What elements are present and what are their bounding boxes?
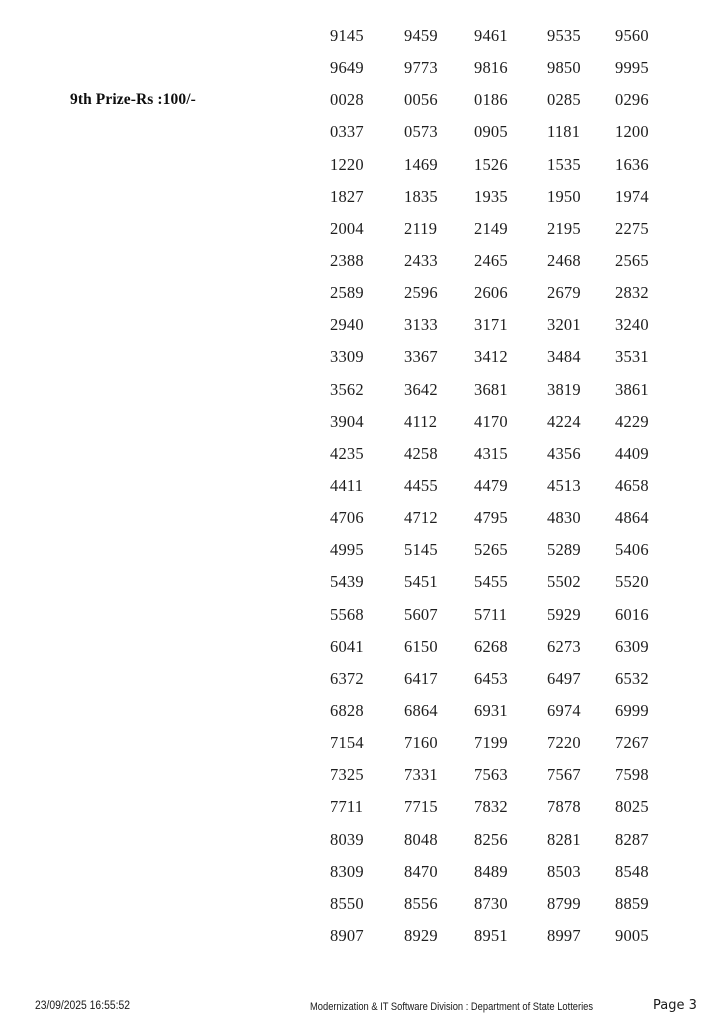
winning-numbers-row	[0, 599, 724, 631]
winning-number: 8550	[330, 893, 364, 913]
winning-number: 7567	[547, 765, 581, 785]
winning-number: 2679	[547, 283, 581, 303]
winning-number: 6532	[615, 668, 649, 688]
winning-numbers-row	[0, 470, 724, 502]
winning-number: 3904	[330, 411, 364, 431]
winning-number: 8309	[330, 861, 364, 881]
winning-number: 6999	[615, 700, 649, 720]
winning-number: 1535	[547, 154, 581, 174]
winning-numbers-row	[0, 245, 724, 277]
winning-number: 8281	[547, 829, 581, 849]
winning-numbers-row	[0, 663, 724, 695]
winning-number: 5406	[615, 540, 649, 560]
winning-number: 0296	[615, 90, 649, 110]
winning-numbers-row	[0, 84, 724, 116]
winning-number: 5711	[474, 604, 508, 624]
winning-numbers-row	[0, 20, 724, 52]
winning-number: 9816	[474, 58, 508, 78]
winning-number: 7563	[474, 765, 508, 785]
winning-number: 5929	[547, 604, 581, 624]
footer-timestamp: 23/09/2025 16:55:52	[35, 1000, 130, 1012]
winning-numbers-row	[0, 406, 724, 438]
winning-number: 4830	[547, 508, 581, 528]
winning-number: 8548	[615, 861, 649, 881]
winning-number: 9005	[615, 925, 649, 945]
prize-tier-label: 9th Prize-Rs :100/-	[70, 91, 196, 109]
winning-number: 4170	[474, 411, 508, 431]
winning-number: 2388	[330, 250, 364, 270]
winning-number: 0337	[330, 122, 364, 142]
winning-number: 2119	[404, 218, 438, 238]
winning-number: 2832	[615, 283, 649, 303]
winning-number: 5265	[474, 540, 508, 560]
winning-number: 6417	[404, 668, 438, 688]
winning-number: 7220	[547, 733, 581, 753]
winning-number: 7199	[474, 733, 508, 753]
winning-number: 8907	[330, 925, 364, 945]
winning-number: 4712	[404, 508, 438, 528]
winning-number: 5455	[474, 572, 508, 592]
winning-number: 7331	[404, 765, 438, 785]
winning-number: 7267	[615, 733, 649, 753]
winning-number: 0056	[404, 90, 438, 110]
winning-number: 1469	[404, 154, 438, 174]
winning-number: 1220	[330, 154, 364, 174]
winning-number: 9459	[404, 26, 438, 45]
winning-numbers-row	[0, 727, 724, 759]
winning-number: 1200	[615, 122, 649, 142]
winning-number: 6931	[474, 700, 508, 720]
winning-number: 3531	[615, 347, 649, 367]
winning-number: 4409	[615, 443, 649, 463]
winning-number: 5520	[615, 572, 649, 592]
winning-number: 8489	[474, 861, 508, 881]
winning-number: 0905	[474, 122, 508, 142]
winning-number: 1827	[330, 186, 364, 206]
winning-number: 2433	[404, 250, 438, 270]
winning-number: 7711	[330, 797, 364, 817]
winning-number: 6268	[474, 636, 508, 656]
winning-number: 9145	[330, 26, 364, 45]
winning-numbers-row	[0, 791, 724, 823]
winning-number: 5607	[404, 604, 438, 624]
winning-number: 3562	[330, 379, 364, 399]
winning-number: 9535	[547, 26, 581, 45]
winning-number: 9461	[474, 26, 508, 45]
winning-number: 3171	[474, 315, 508, 335]
winning-number: 6309	[615, 636, 649, 656]
winning-number: 4112	[404, 411, 438, 431]
winning-number: 5289	[547, 540, 581, 560]
winning-number: 3367	[404, 347, 438, 367]
winning-number: 7160	[404, 733, 438, 753]
footer-division-title: Modernization & IT Software Division : Department of State Lotteries	[310, 1000, 594, 1013]
winning-numbers-row	[0, 149, 724, 181]
winning-number: 5502	[547, 572, 581, 592]
winning-number: 8048	[404, 829, 438, 849]
winning-number: 3412	[474, 347, 508, 367]
winning-numbers-row	[0, 759, 724, 791]
winning-numbers-row	[0, 116, 724, 148]
winning-numbers-row	[0, 341, 724, 373]
winning-number: 8287	[615, 829, 649, 849]
winning-number: 8503	[547, 861, 581, 881]
winning-numbers-row	[0, 374, 724, 406]
winning-number: 6453	[474, 668, 508, 688]
winning-number: 7154	[330, 733, 364, 753]
winning-number: 9850	[547, 58, 581, 78]
winning-number: 4479	[474, 475, 508, 495]
winning-number: 2589	[330, 283, 364, 303]
winning-numbers-row	[0, 213, 724, 245]
winning-number: 1974	[615, 186, 649, 206]
winning-number: 8025	[615, 797, 649, 817]
winning-number: 9995	[615, 58, 649, 78]
winning-number: 0285	[547, 90, 581, 110]
winning-number: 0186	[474, 90, 508, 110]
winning-number: 3681	[474, 379, 508, 399]
winning-number: 6828	[330, 700, 364, 720]
winning-number: 0028	[330, 90, 364, 110]
winning-number: 7715	[404, 797, 438, 817]
winning-number: 3309	[330, 347, 364, 367]
winning-number: 4235	[330, 443, 364, 463]
winning-numbers-row	[0, 181, 724, 213]
winning-number: 2195	[547, 218, 581, 238]
page-footer	[0, 998, 724, 1016]
winning-number: 5439	[330, 572, 364, 592]
winning-number: 2596	[404, 283, 438, 303]
winning-number: 6497	[547, 668, 581, 688]
winning-number: 6974	[547, 700, 581, 720]
winning-numbers-row	[0, 824, 724, 856]
winning-numbers-row	[0, 566, 724, 598]
winning-numbers-row	[0, 309, 724, 341]
winning-number: 3133	[404, 315, 438, 335]
winning-number: 8859	[615, 893, 649, 913]
winning-number: 0573	[404, 122, 438, 142]
winning-numbers-row	[0, 856, 724, 888]
winning-numbers-row	[0, 695, 724, 727]
winning-number: 2606	[474, 283, 508, 303]
winning-number: 4411	[330, 475, 364, 495]
winning-number: 2149	[474, 218, 508, 238]
winning-number: 6864	[404, 700, 438, 720]
winning-numbers-row	[0, 502, 724, 534]
winning-number: 1950	[547, 186, 581, 206]
winning-numbers-row	[0, 277, 724, 309]
winning-number: 2940	[330, 315, 364, 335]
winning-numbers-row	[0, 631, 724, 663]
winning-number: 6016	[615, 604, 649, 624]
winning-number: 4658	[615, 475, 649, 495]
winning-number: 7598	[615, 765, 649, 785]
winning-number: 1181	[547, 122, 581, 142]
winning-number: 2275	[615, 218, 649, 238]
winning-number: 4706	[330, 508, 364, 528]
winning-number: 4995	[330, 540, 364, 560]
winning-numbers-grid	[0, 20, 724, 952]
winning-numbers-row	[0, 438, 724, 470]
winning-number: 9773	[404, 58, 438, 78]
winning-number: 2468	[547, 250, 581, 270]
winning-number: 8470	[404, 861, 438, 881]
winning-number: 1526	[474, 154, 508, 174]
winning-number: 4513	[547, 475, 581, 495]
winning-number: 7832	[474, 797, 508, 817]
winning-number: 4258	[404, 443, 438, 463]
winning-number: 4455	[404, 475, 438, 495]
winning-number: 9649	[330, 58, 364, 78]
winning-number: 6041	[330, 636, 364, 656]
winning-number: 3819	[547, 379, 581, 399]
winning-numbers-row	[0, 534, 724, 566]
winning-number: 3240	[615, 315, 649, 335]
winning-number: 4356	[547, 443, 581, 463]
winning-number: 8039	[330, 829, 364, 849]
winning-number: 4315	[474, 443, 508, 463]
winning-number: 3861	[615, 379, 649, 399]
winning-number: 7325	[330, 765, 364, 785]
footer-page-number: Page 3	[653, 998, 697, 1013]
winning-number: 2565	[615, 250, 649, 270]
winning-number: 4224	[547, 411, 581, 431]
winning-number: 3642	[404, 379, 438, 399]
winning-number: 8730	[474, 893, 508, 913]
winning-number: 1835	[404, 186, 438, 206]
winning-number: 4864	[615, 508, 649, 528]
winning-number: 8929	[404, 925, 438, 945]
winning-number: 3201	[547, 315, 581, 335]
winning-number: 2465	[474, 250, 508, 270]
winning-number: 4795	[474, 508, 508, 528]
winning-number: 9560	[615, 26, 649, 45]
winning-number: 5568	[330, 604, 364, 624]
winning-number: 5145	[404, 540, 438, 560]
winning-numbers-row	[0, 920, 724, 952]
winning-number: 8997	[547, 925, 581, 945]
winning-number: 6150	[404, 636, 438, 656]
winning-number: 1636	[615, 154, 649, 174]
winning-number: 5451	[404, 572, 438, 592]
winning-number: 8951	[474, 925, 508, 945]
winning-number: 6273	[547, 636, 581, 656]
winning-numbers-row	[0, 888, 724, 920]
winning-number: 6372	[330, 668, 364, 688]
winning-number: 2004	[330, 218, 364, 238]
winning-number: 8556	[404, 893, 438, 913]
winning-number: 7878	[547, 797, 581, 817]
winning-number: 1935	[474, 186, 508, 206]
winning-number: 8799	[547, 893, 581, 913]
winning-number: 4229	[615, 411, 649, 431]
winning-number: 8256	[474, 829, 508, 849]
winning-number: 3484	[547, 347, 581, 367]
winning-numbers-row	[0, 52, 724, 84]
